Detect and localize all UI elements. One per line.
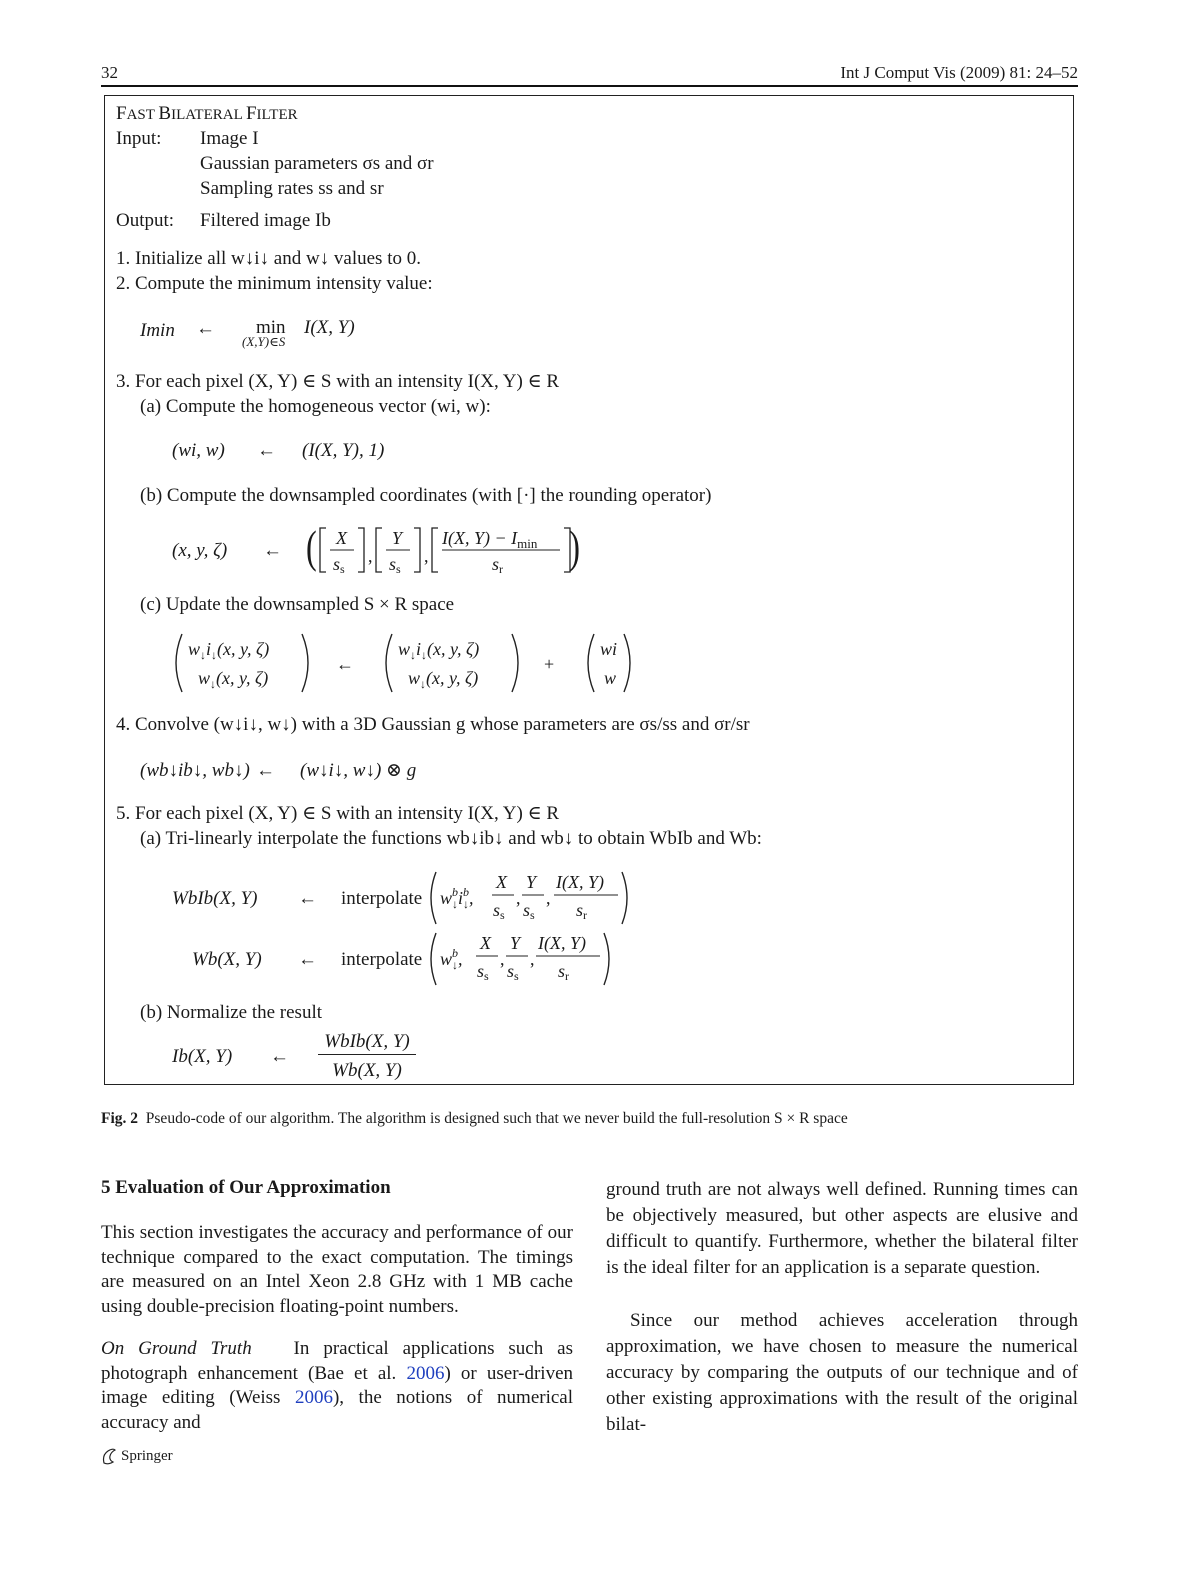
section-heading: 5 Evaluation of Our Approximation [101, 1177, 391, 1198]
svg-text:wi: wi [600, 639, 618, 659]
caption-label: Fig. 2 [101, 1110, 139, 1127]
eq-3a-arrow: ← [257, 440, 276, 461]
eq-4-rhs: (w↓i↓, w↓) ⊗ g [300, 760, 417, 781]
eq-4-arrow: ← [256, 760, 275, 781]
svg-text:w↓b,: $w_↓b$, [440, 946, 463, 972]
publisher-footer [101, 1447, 173, 1465]
eq-5a1-args [426, 868, 636, 928]
eq-5a1-interp: interpolate [341, 888, 423, 909]
svg-text:w↓(x, y, ζ): $w_↓(x$, y, ζ) [198, 668, 269, 691]
svg-text:sr: sr [492, 554, 504, 576]
svg-text:w↓i↓(x, y, ζ): $w_↓i_↓(x$, y, ζ) [398, 639, 480, 662]
page-number: 32 [101, 63, 118, 82]
algorithm-title: FAST BILATERAL FILTER [116, 103, 298, 124]
eq-3a-lhs: (wi, w) [172, 440, 225, 461]
output-label: Output: [116, 210, 175, 231]
eq-3b-arrow: ← [263, 540, 282, 561]
svg-text:Y: Y [510, 933, 521, 953]
eq-5b-arrow: ← [270, 1046, 289, 1067]
step-5b: (b) Normalize the result [140, 1002, 323, 1023]
step-3: 3. For each pixel (X, Y) ∈ S with an intensity I(X, Y) ∈ R [116, 371, 560, 392]
svg-text:sr: sr [576, 900, 588, 922]
svg-text:Y: Y [392, 528, 403, 548]
right-para-1: ground truth are not always well defined. Running times can be objectively measured, but other aspects are elusive and difficult to quantify. Furthermore, whether the bilateral filter is the ideal filter for an application is a separate question. [606, 1179, 1078, 1278]
para2-text-c: ), the notions of numerical accuracy and [101, 1387, 574, 1433]
svg-text:ss: ss [389, 554, 401, 576]
eq-3c [170, 630, 650, 696]
eq-5a2-arrow: ← [298, 949, 317, 970]
eq-min-op: min [256, 317, 286, 338]
svg-text:w↓i↓(x, y, ζ): $w_↓i_↓(x$, y, ζ) [188, 639, 270, 662]
citation-weiss-2006[interactable]: 2006 [294, 1387, 333, 1408]
svg-text:sr: sr [558, 961, 570, 983]
svg-text:,: , [368, 546, 373, 566]
step-1: 1. Initialize all w↓i↓ and w↓ values to 0. [116, 248, 421, 269]
eq-5a2-interp: interpolate [341, 949, 423, 970]
para2-lead: On Ground Truth [101, 1338, 252, 1359]
svg-text:Y: Y [526, 872, 537, 892]
right-para-2: Since our method achieves acceleration through approximation, we have chosen to measure the numerical accuracy by comparing the outputs of our technique and of other existing approximations with the result of the original bilat- [606, 1310, 1078, 1435]
svg-text:X: X [496, 872, 507, 892]
eq-5a1-lhs: WbIb(X, Y) [172, 888, 258, 909]
step-5a: (a) Tri-linearly interpolate the functions wb↓ib↓ and wb↓ to obtain WbIb and Wb: [140, 828, 762, 849]
svg-text:,: , [546, 888, 551, 908]
eq-min-rhs: I(X, Y) [304, 317, 355, 338]
svg-text:X: X [336, 528, 347, 548]
eq-min-arrow: ← [196, 318, 215, 339]
caption-text: Pseudo-code of our algorithm. The algorithm is designed such that we never build the full-resolution S × R space [145, 1110, 848, 1127]
svg-text:I(X, Y): I(X, Y) [538, 933, 586, 953]
input-sampling: Sampling rates ss and sr [200, 178, 384, 199]
input-label: Input: [116, 128, 162, 149]
step-3a: (a) Compute the homogeneous vector (wi, w): [140, 396, 491, 417]
left-para-1: This section investigates the accuracy and performance of our technique compared to the exact computation. The timings are measured on an Intel Xeon 2.8 GHz with 1 MB cache using double-precision floating-point numbers. [101, 1222, 573, 1317]
journal-header: Int J Comput Vis (2009) 81: 24–52 [840, 63, 1078, 82]
output-value: Filtered image Ib [200, 210, 331, 231]
eq-5b-lhs: Ib(X, Y) [172, 1046, 233, 1067]
eq-5a2-lhs: Wb(X, Y) [192, 949, 262, 970]
eq-5b-num: WbIb(X, Y) [318, 1030, 416, 1055]
svg-text:I(X, Y) − Imin: I(X, $Y) - I_{min}$ [442, 528, 538, 551]
svg-text:ss: ss [493, 900, 505, 922]
eq-5b-den: Wb(X, Y) [332, 1060, 402, 1081]
step-4: 4. Convolve (w↓i↓, w↓) with a 3D Gaussian g whose parameters are σs/ss and σr/sr [116, 714, 750, 735]
para2-text-b: ) or user-driven image editing (Weiss [101, 1362, 574, 1408]
input-gaussian: Gaussian parameters σs and σr [200, 153, 434, 174]
eq-3b-lhs: (x, y, ζ) [172, 540, 228, 561]
svg-text:←: ← [336, 654, 354, 674]
figure-caption [101, 1110, 848, 1128]
svg-text:I(X, Y): I(X, Y) [556, 872, 604, 892]
svg-text:w↓(x, y, ζ): $w_↓(x$, y, ζ) [408, 668, 479, 691]
springer-logo-icon [101, 1447, 117, 1465]
eq-min-lhs: Imin [140, 320, 175, 341]
svg-text:w↓bi↓b,: $w_↓bi_↓b$, [440, 885, 474, 911]
para2-text-a: In practical applications such as photograph enhancement (Bae et al. [101, 1338, 574, 1384]
svg-text:+: + [544, 654, 555, 674]
svg-text:ss: ss [507, 961, 519, 983]
header-rule [101, 85, 1078, 87]
left-para-2 [101, 1337, 573, 1435]
svg-text:(: ( [306, 521, 317, 573]
svg-text:,: , [516, 888, 521, 908]
step-2: 2. Compute the minimum intensity value: [116, 273, 433, 294]
svg-text:,: , [500, 949, 505, 969]
svg-text:ss: ss [333, 554, 345, 576]
step-3b: (b) Compute the downsampled coordinates (with [·] the rounding operator) [140, 485, 712, 506]
step-3c: (c) Update the downsampled S × R space [140, 594, 455, 615]
eq-4-lhs: (wb↓ib↓, wb↓) [140, 760, 250, 781]
eq-min-sub: (X,Y)∈S [242, 334, 286, 349]
svg-text:,: , [424, 546, 429, 566]
svg-text:ss: ss [477, 961, 489, 983]
eq-3a-rhs: (I(X, Y), 1) [302, 440, 385, 461]
eq-5a2-args [426, 929, 616, 989]
step-5: 5. For each pixel (X, Y) ∈ S with an intensity I(X, Y) ∈ R [116, 803, 560, 824]
svg-text:X: X [480, 933, 491, 953]
svg-text:,: , [530, 949, 535, 969]
eq-5a1-arrow: ← [298, 888, 317, 909]
publisher-name: Springer [121, 1447, 173, 1464]
svg-text:): ) [569, 521, 580, 573]
eq-3b-rhs [306, 520, 596, 580]
citation-bae-2006[interactable]: 2006 [406, 1362, 445, 1384]
svg-text:ss: ss [523, 900, 535, 922]
svg-text:w: w [604, 668, 617, 688]
input-image: Image I [200, 128, 259, 149]
